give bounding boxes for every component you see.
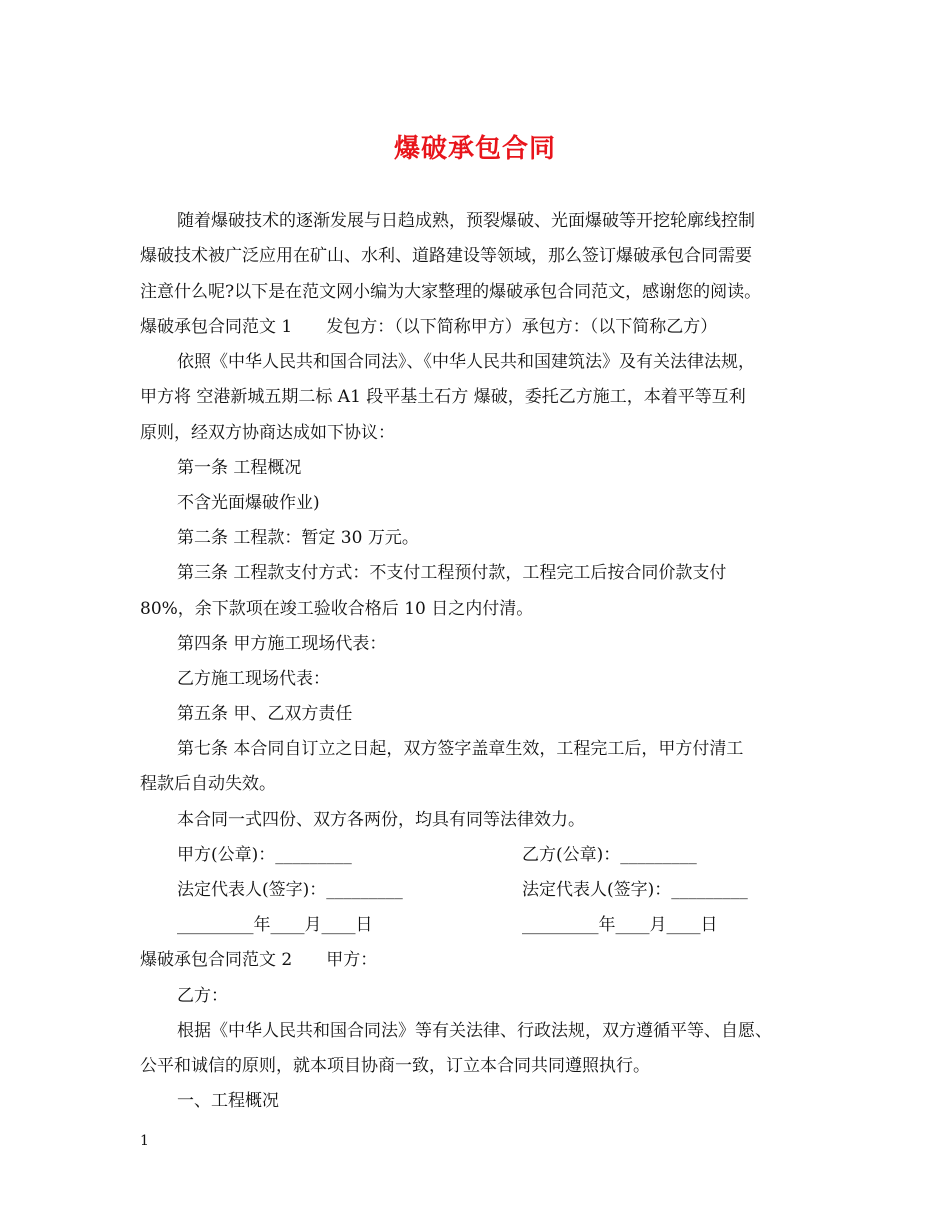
clause-line: 第三条 工程款支付方式：不支付工程预付款，工程完工后按合同价款支付 <box>177 563 727 583</box>
party-a-date-field: _________年____月____日 <box>177 915 373 935</box>
party-a-representative-field: 法定代表人(签字)：_________ <box>177 880 403 900</box>
paragraph-line: 本合同一式四份、双方各两份，均具有同等法律效力。 <box>177 810 585 830</box>
clause-line: 第二条 工程款：暂定 30 万元。 <box>177 528 419 548</box>
paragraph-line: 随着爆破技术的逐渐发展与日趋成熟，预裂爆破、光面爆破等开挖轮廓线控制 <box>177 211 755 231</box>
paragraph-line: 爆破技术被广泛应用在矿山、水利、道路建设等领域，那么签订爆破承包合同需要 <box>140 246 752 266</box>
paragraph-line: 甲方将 空港新城五期二标 A1 段平基土石方 爆破，委托乙方施工，本着平等互利 <box>140 387 746 407</box>
document-title: 爆破承包合同 <box>393 134 556 164</box>
page-number: 1 <box>140 1133 149 1149</box>
clause-line: 第五条 甲、乙双方责任 <box>177 704 353 724</box>
party-b-seal-field: 乙方(公章)：_________ <box>522 845 697 865</box>
paragraph-line: 程款后自动失效。 <box>140 774 276 794</box>
section-heading: 爆破承包合同范文 1 发包方：（以下简称甲方）承包方：（以下简称乙方） <box>140 317 718 337</box>
paragraph-line: 乙方： <box>177 986 228 1006</box>
paragraph-line: 原则，经双方协商达成如下协议： <box>140 423 395 443</box>
paragraph-line: 依照《中华人民共和国合同法》、《中华人民共和国建筑法》及有关法律法规， <box>177 352 755 372</box>
section-heading: 爆破承包合同范文 2 甲方： <box>140 950 378 970</box>
clause-line: 第一条 工程概况 <box>177 458 302 478</box>
paragraph-line: 80%，余下款项在竣工验收合格后 10 日之内付清。 <box>140 599 534 619</box>
clause-line: 第七条 本合同自订立之日起，双方签字盖章生效，工程完工后，甲方付清工 <box>177 739 744 759</box>
paragraph-line: 公平和诚信的原则，就本项目协商一致，订立本合同共同遵照执行。 <box>140 1056 650 1076</box>
party-b-representative-field: 法定代表人(签字)：_________ <box>522 880 748 900</box>
paragraph-line: 根据《中华人民共和国合同法》等有关法律、行政法规，双方遵循平等、自愿、 <box>177 1021 772 1041</box>
paragraph-line: 乙方施工现场代表： <box>177 669 330 689</box>
paragraph-line: 不含光面爆破作业) <box>177 493 320 513</box>
party-a-seal-field: 甲方(公章)：_________ <box>177 845 352 865</box>
clause-line: 一、工程概况 <box>177 1091 279 1111</box>
party-b-date-field: _________年____月____日 <box>522 915 718 935</box>
paragraph-line: 注意什么呢?以下是在范文网小编为大家整理的爆破承包合同范文，感谢您的阅读。 <box>140 282 762 302</box>
clause-line: 第四条 甲方施工现场代表： <box>177 634 387 654</box>
